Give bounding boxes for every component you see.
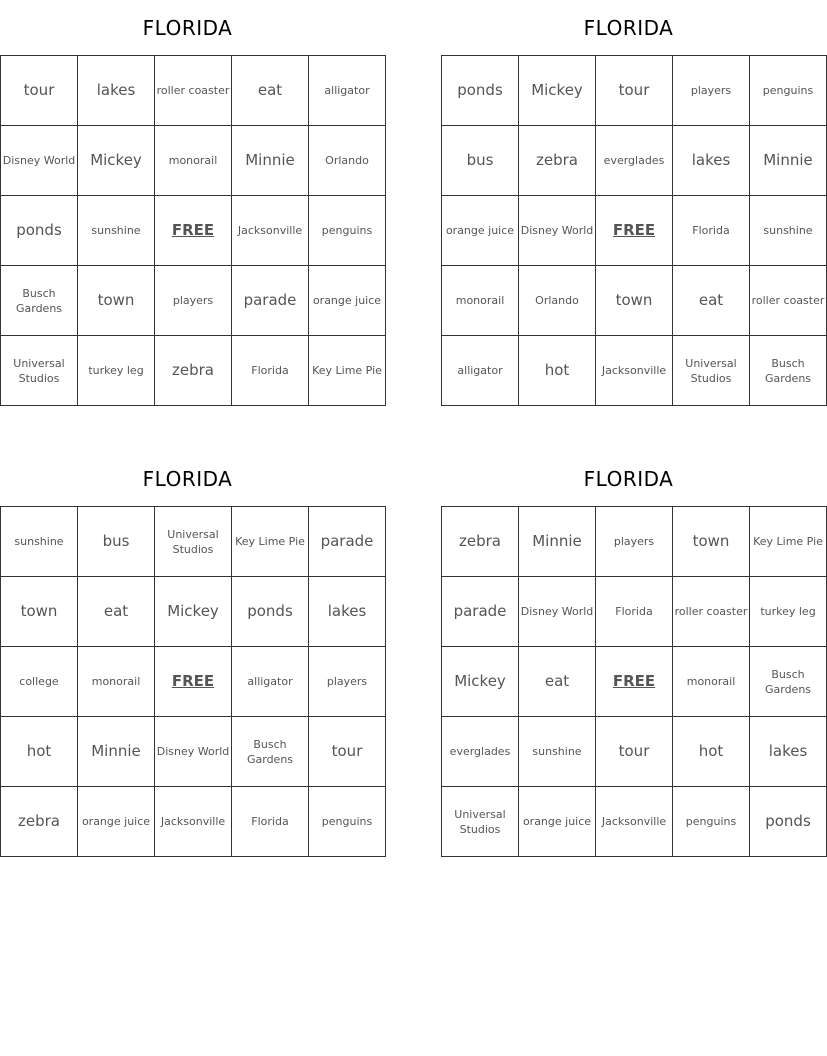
bingo-cell: Jacksonville — [232, 196, 309, 266]
bingo-cell: eat — [232, 56, 309, 126]
card-title: FLORIDA — [142, 16, 233, 40]
bingo-cell: penguins — [309, 787, 386, 857]
grid-row — [442, 647, 827, 717]
bingo-cell: penguins — [309, 196, 386, 266]
bingo-grid — [441, 55, 827, 406]
bingo-cell: monorail — [673, 647, 750, 717]
bingo-cell: Jacksonville — [596, 336, 673, 406]
bingo-cell: Florida — [232, 787, 309, 857]
free-space: FREE — [596, 196, 673, 266]
bingo-cell: Disney World — [519, 196, 596, 266]
bingo-cell: Minnie — [78, 717, 155, 787]
grid-row — [1, 577, 386, 647]
bingo-cell: lakes — [750, 717, 827, 787]
grid-row — [1, 266, 386, 336]
bingo-cell: hot — [519, 336, 596, 406]
bingo-cell: parade — [232, 266, 309, 336]
bingo-cell: players — [673, 56, 750, 126]
bingo-cell: orange juice — [519, 787, 596, 857]
bingo-cell: town — [673, 507, 750, 577]
grid-row — [442, 266, 827, 336]
bingo-cell: sunshine — [1, 507, 78, 577]
bingo-cell: parade — [309, 507, 386, 577]
bingo-cell: Minnie — [519, 507, 596, 577]
bingo-cell: parade — [442, 577, 519, 647]
bingo-cell: Jacksonville — [596, 787, 673, 857]
bingo-cell: Key Lime Pie — [232, 507, 309, 577]
bingo-cell: players — [596, 507, 673, 577]
bingo-cell: eat — [519, 647, 596, 717]
bingo-cell: Mickey — [442, 647, 519, 717]
bingo-cell: ponds — [232, 577, 309, 647]
bingo-cell: everglades — [442, 717, 519, 787]
grid-row — [1, 717, 386, 787]
bingo-cell: sunshine — [519, 717, 596, 787]
bingo-cell: ponds — [1, 196, 78, 266]
bingo-cell: Orlando — [309, 126, 386, 196]
bingo-cell: eat — [673, 266, 750, 336]
bingo-cell: Florida — [673, 196, 750, 266]
bingo-cell: town — [78, 266, 155, 336]
bingo-cell: ponds — [750, 787, 827, 857]
bingo-cell: penguins — [673, 787, 750, 857]
bingo-cell: lakes — [78, 56, 155, 126]
bingo-cell: bus — [78, 507, 155, 577]
grid-row — [442, 126, 827, 196]
bingo-cell: Minnie — [750, 126, 827, 196]
bingo-cell: Busch Gardens — [232, 717, 309, 787]
bingo-card-1 — [0, 0, 382, 406]
bingo-cell: roller coaster — [673, 577, 750, 647]
bingo-cell: zebra — [442, 507, 519, 577]
bingo-cell: alligator — [309, 56, 386, 126]
bingo-cell: alligator — [232, 647, 309, 717]
bingo-grid — [0, 55, 386, 406]
grid-row — [442, 577, 827, 647]
bingo-cell: orange juice — [78, 787, 155, 857]
bingo-cell: monorail — [155, 126, 232, 196]
grid-row — [1, 787, 386, 857]
bingo-cell: college — [1, 647, 78, 717]
bingo-cell: hot — [1, 717, 78, 787]
bingo-cell: Minnie — [232, 126, 309, 196]
bingo-cell: everglades — [596, 126, 673, 196]
bingo-cell: sunshine — [750, 196, 827, 266]
bingo-grid — [0, 506, 386, 857]
bingo-cell: Busch Gardens — [1, 266, 78, 336]
bingo-cell: orange juice — [309, 266, 386, 336]
bingo-cell: tour — [596, 717, 673, 787]
bingo-cell: Mickey — [519, 56, 596, 126]
grid-row — [442, 717, 827, 787]
bingo-cell: Disney World — [519, 577, 596, 647]
card-title: FLORIDA — [583, 16, 674, 40]
bingo-cell: Florida — [232, 336, 309, 406]
bingo-cell: Disney World — [1, 126, 78, 196]
bingo-cell: eat — [78, 577, 155, 647]
bingo-cell: players — [155, 266, 232, 336]
bingo-cell: Universal Studios — [155, 507, 232, 577]
bingo-cell: players — [309, 647, 386, 717]
bingo-cell: Busch Gardens — [750, 647, 827, 717]
bingo-cell: tour — [309, 717, 386, 787]
bingo-cell: monorail — [78, 647, 155, 717]
bingo-cell: bus — [442, 126, 519, 196]
bingo-cell: Universal Studios — [1, 336, 78, 406]
grid-row — [1, 507, 386, 577]
bingo-cell: Mickey — [155, 577, 232, 647]
bingo-cell: Florida — [596, 577, 673, 647]
bingo-cell: Disney World — [155, 717, 232, 787]
free-space: FREE — [155, 196, 232, 266]
bingo-card-3 — [0, 451, 375, 857]
free-space: FREE — [155, 647, 232, 717]
bingo-cell: orange juice — [442, 196, 519, 266]
grid-row — [1, 336, 386, 406]
bingo-card-4 — [441, 451, 823, 857]
bingo-cell: Orlando — [519, 266, 596, 336]
grid-row — [442, 56, 827, 126]
grid-row — [1, 647, 386, 717]
grid-row — [442, 196, 827, 266]
free-space: FREE — [596, 647, 673, 717]
bingo-cell: roller coaster — [155, 56, 232, 126]
grid-row — [1, 126, 386, 196]
bingo-cell: roller coaster — [750, 266, 827, 336]
bingo-cell: ponds — [442, 56, 519, 126]
bingo-cell: zebra — [1, 787, 78, 857]
bingo-cell: zebra — [155, 336, 232, 406]
bingo-cell: Universal Studios — [673, 336, 750, 406]
bingo-cell: penguins — [750, 56, 827, 126]
bingo-cell: turkey leg — [78, 336, 155, 406]
bingo-cell: town — [596, 266, 673, 336]
bingo-cell: tour — [1, 56, 78, 126]
bingo-cell: tour — [596, 56, 673, 126]
bingo-cell: hot — [673, 717, 750, 787]
bingo-cell: town — [1, 577, 78, 647]
grid-row — [1, 56, 386, 126]
bingo-cell: Key Lime Pie — [309, 336, 386, 406]
bingo-card-2 — [441, 0, 825, 406]
grid-row — [1, 196, 386, 266]
card-title: FLORIDA — [583, 467, 674, 491]
bingo-cell: zebra — [519, 126, 596, 196]
grid-row — [442, 507, 827, 577]
bingo-cell: lakes — [673, 126, 750, 196]
bingo-cell: Key Lime Pie — [750, 507, 827, 577]
bingo-cell: Jacksonville — [155, 787, 232, 857]
bingo-cell: sunshine — [78, 196, 155, 266]
card-title: FLORIDA — [142, 467, 233, 491]
bingo-cell: alligator — [442, 336, 519, 406]
bingo-cell: Busch Gardens — [750, 336, 827, 406]
grid-row — [442, 787, 827, 857]
bingo-cell: turkey leg — [750, 577, 827, 647]
bingo-cell: Universal Studios — [442, 787, 519, 857]
bingo-grid — [441, 506, 827, 857]
bingo-cell: Mickey — [78, 126, 155, 196]
bingo-cell: monorail — [442, 266, 519, 336]
grid-row — [442, 336, 827, 406]
bingo-cell: lakes — [309, 577, 386, 647]
